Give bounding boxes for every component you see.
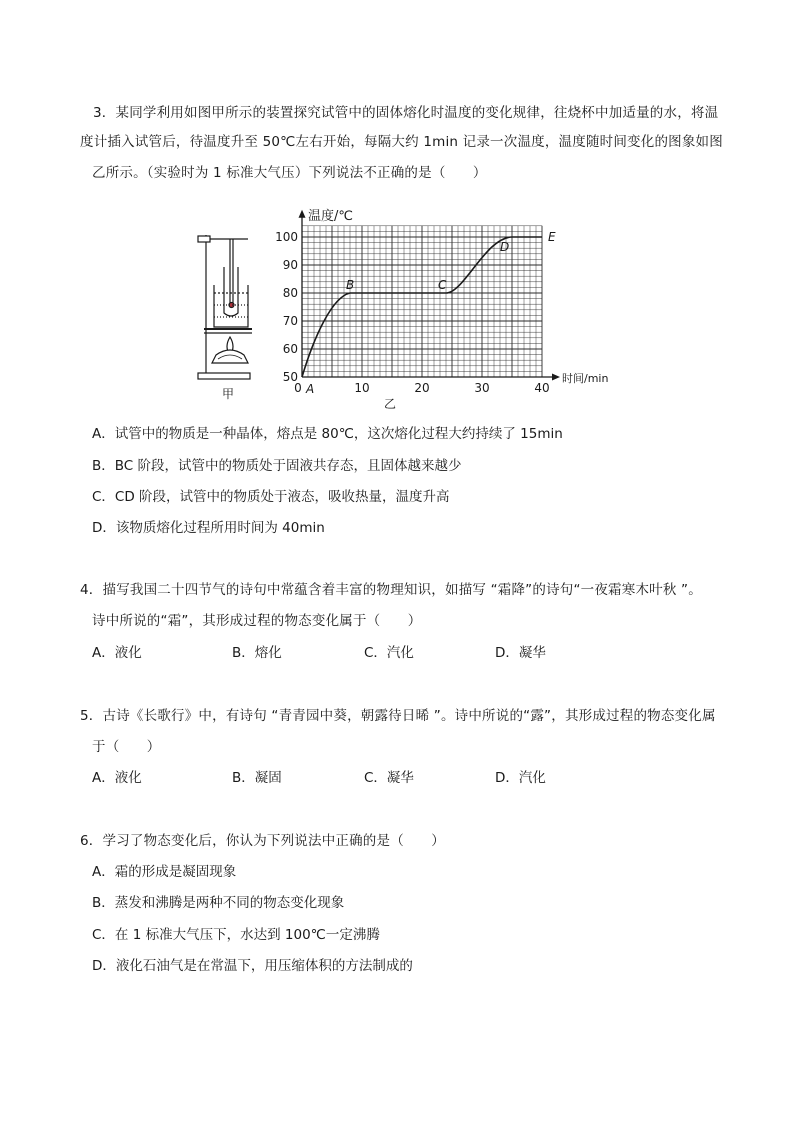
question-4-line-2: 诗中所说的“霜”，其形成过程的物态变化属于（ ） — [92, 613, 422, 629]
x-axis-label: 时间/min — [562, 372, 609, 385]
y-axis-arrow — [299, 210, 306, 218]
question-4-option-a[interactable]: A．液化 — [92, 645, 142, 661]
point-label-b: B — [346, 278, 355, 292]
x-tick-label: 10 — [354, 381, 370, 395]
question-3-option-c[interactable]: C．CD 阶段，试管中的物质处于液态，吸收热量，温度升高 — [92, 489, 450, 505]
question-4-line-1: 4．描写我国二十四节气的诗句中常蕴含着丰富的物理知识，如描写 “霜降”的诗句“一夜霜寒木叶秋 ”。 — [80, 582, 702, 598]
y-tick-label: 60 — [282, 342, 298, 356]
question-5-option-d[interactable]: D．汽化 — [495, 770, 546, 786]
point-label-e: E — [548, 230, 556, 244]
point-label-c: C — [438, 278, 447, 292]
question-3-figure — [190, 195, 630, 415]
temperature-time-chart — [275, 208, 608, 396]
heating-apparatus-illustration — [198, 235, 252, 379]
y-tick-label: 80 — [282, 286, 298, 300]
y-tick-label: 90 — [282, 258, 298, 272]
question-3-option-b[interactable]: B．BC 阶段，试管中的物质处于固液共存态，且固体越来越少 — [92, 458, 462, 474]
question-3-line-2: 度计插入试管后，待温度升至 50℃左右开始，每隔大约 1min 记录一次温度，温度随时间变化的图象如图 — [80, 134, 723, 150]
x-tick-label: 20 — [414, 381, 430, 395]
question-5-option-a[interactable]: A．液化 — [92, 770, 142, 786]
question-6-option-c[interactable]: C．在 1 标准大气压下，水达到 100℃一定沸腾 — [92, 927, 380, 943]
x-tick-label: 0 — [294, 381, 302, 395]
question-5-line-1: 5．古诗《长歌行》中，有诗句 “青青园中葵，朝露待日晞 ”。诗中所说的“露”，其形成过程的物态变化属 — [80, 708, 716, 724]
question-5-option-b[interactable]: B．凝固 — [232, 770, 282, 786]
question-6-line-1: 6．学习了物态变化后，你认为下列说法中正确的是（ ） — [80, 833, 445, 849]
question-6-option-d[interactable]: D．液化石油气是在常温下，用压缩体积的方法制成的 — [92, 958, 413, 974]
graph-label: 乙 — [384, 397, 397, 411]
figure-svg — [190, 195, 630, 415]
question-6-option-a[interactable]: A．霜的形成是凝固现象 — [92, 864, 237, 880]
question-5-option-c[interactable]: C．凝华 — [364, 770, 414, 786]
y-axis-label: 温度/℃ — [308, 208, 353, 224]
question-4-option-d[interactable]: D．凝华 — [495, 645, 546, 661]
question-3-line-3: 乙所示。（实验时为 1 标准大气压）下列说法不正确的是（ ） — [92, 165, 487, 181]
question-3-option-d[interactable]: D．该物质熔化过程所用时间为 40min — [92, 520, 325, 536]
x-axis-arrow — [552, 374, 560, 381]
question-5-line-2: 于（ ） — [92, 739, 161, 755]
question-4-option-c[interactable]: C．汽化 — [364, 645, 414, 661]
question-3-option-a[interactable]: A．试管中的物质是一种晶体，熔点是 80℃，这次熔化过程大约持续了 15min — [92, 426, 563, 442]
question-3-line-1: 3．某同学利用如图甲所示的装置探究试管中的固体熔化时温度的变化规律，往烧杯中加适量的水，将温 — [93, 105, 719, 121]
y-tick-label: 50 — [282, 370, 298, 384]
point-label-a: A — [306, 382, 315, 396]
y-tick-label: 70 — [282, 314, 298, 328]
y-tick-label: 100 — [275, 230, 298, 244]
point-label-d: D — [500, 240, 510, 254]
question-4-option-b[interactable]: B．熔化 — [232, 645, 282, 661]
question-6-option-b[interactable]: B．蒸发和沸腾是两种不同的物态变化现象 — [92, 895, 345, 911]
apparatus-label: 甲 — [222, 387, 235, 401]
x-tick-label: 40 — [534, 381, 550, 395]
x-tick-label: 30 — [474, 381, 490, 395]
